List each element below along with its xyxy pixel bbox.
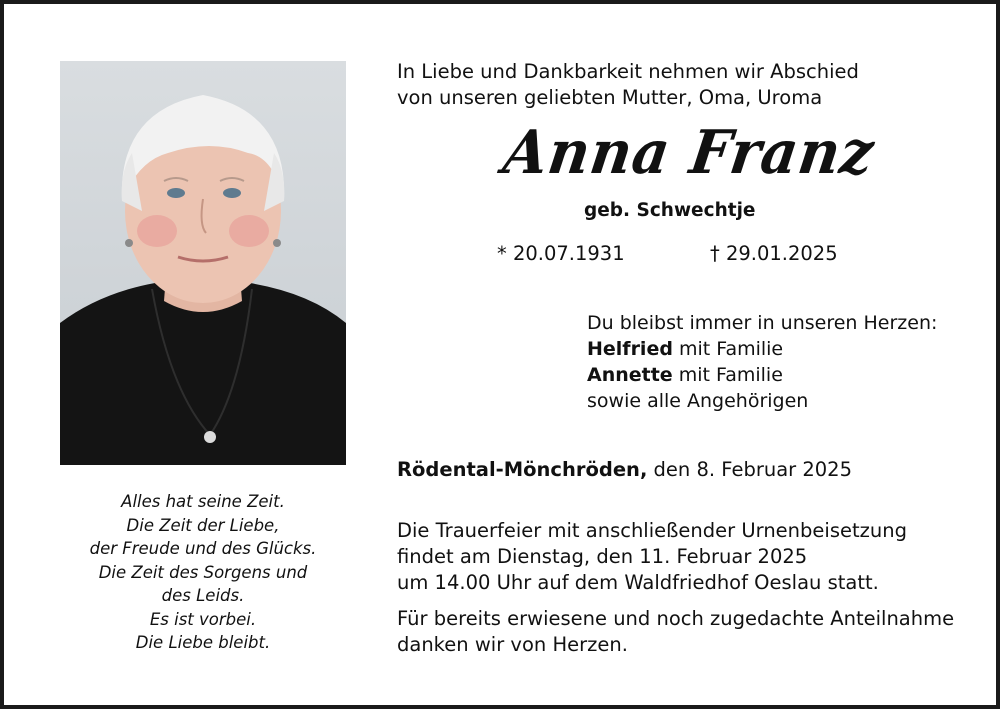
- intro-line: von unseren geliebten Mutter, Oma, Uroma: [397, 86, 823, 109]
- place-town: Rödental-Mönchröden,: [397, 458, 648, 481]
- death-date: † 29.01.2025: [710, 242, 838, 265]
- mourner-suffix: mit Familie: [672, 364, 783, 386]
- mourner-entry: [587, 362, 937, 388]
- service-info: [397, 518, 907, 596]
- mourners-block: [587, 310, 937, 414]
- place-date-text: den 8. Februar 2025: [647, 458, 852, 481]
- thanks-line: danken wir von Herzen.: [397, 633, 628, 656]
- poem-line: Es ist vorbei.: [149, 609, 257, 629]
- birth-date: * 20.07.1931: [497, 242, 625, 265]
- portrait-photo-icon: [60, 61, 346, 465]
- poem-line: Die Zeit der Liebe,: [126, 515, 280, 535]
- poem-line: der Freude und des Glücks.: [89, 539, 317, 558]
- mourners-closing: sowie alle Angehörigen: [587, 390, 809, 412]
- poem-line: Alles hat seine Zeit.: [121, 492, 285, 511]
- mourner-entry: [587, 336, 937, 362]
- place-date: [397, 458, 852, 481]
- poem-line: Die Zeit des Sorgens und: [98, 562, 308, 582]
- maiden-name: geb. Schwechtje: [584, 200, 756, 221]
- thanks-text: [397, 606, 954, 658]
- poem-line: Die Liebe bleibt.: [135, 633, 271, 652]
- poem-line: des Leids.: [161, 586, 245, 605]
- service-line: Die Trauerfeier mit anschließender Urnenbeisetzung: [397, 519, 907, 542]
- mourner-name: Annette: [587, 364, 673, 386]
- mourner-suffix: mit Familie: [672, 338, 784, 360]
- service-line: findet am Dienstag, den 11. Februar 2025: [397, 545, 808, 568]
- intro-text: [397, 59, 859, 111]
- portrait-photo: [60, 61, 346, 465]
- mourner-name: Helfried: [587, 338, 673, 360]
- mourners-heading: Du bleibst immer in unseren Herzen:: [587, 312, 938, 334]
- service-line: um 14.00 Uhr auf dem Waldfriedhof Oeslau statt.: [397, 571, 879, 594]
- poem: [60, 490, 346, 655]
- thanks-line: Für bereits erwiesene und noch zugedachte Anteilnahme: [397, 607, 955, 630]
- intro-line: In Liebe und Dankbarkeit nehmen wir Abschied: [397, 60, 859, 83]
- deceased-name: Anna Franz: [499, 118, 879, 188]
